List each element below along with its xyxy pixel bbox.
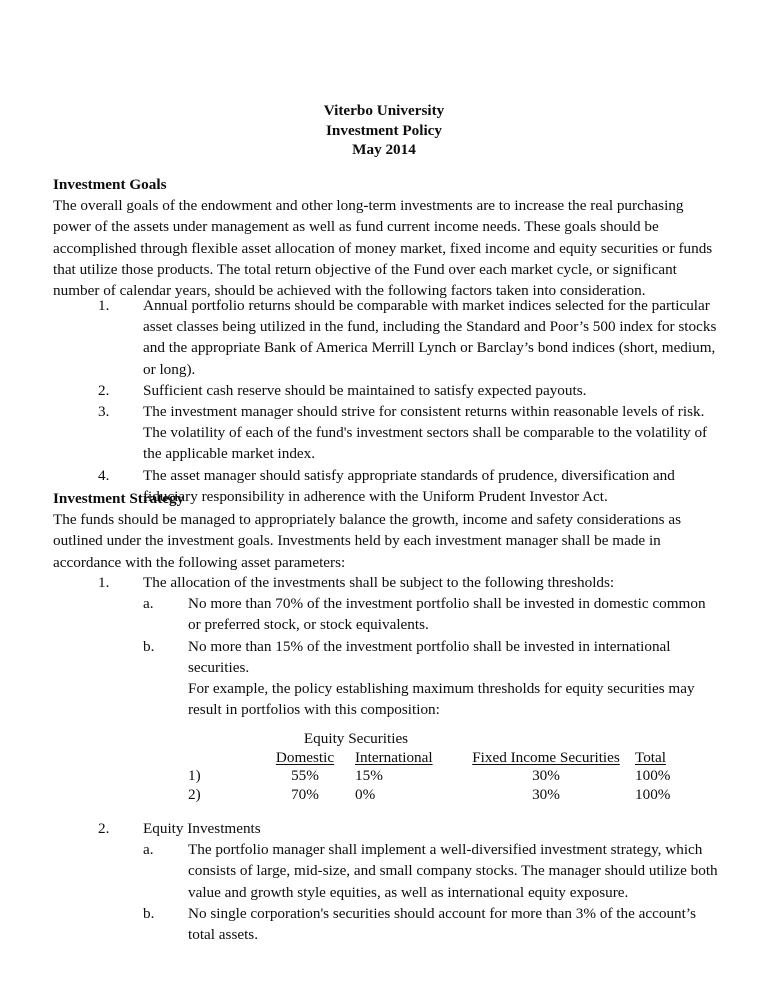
list-item-text: The asset manager should satisfy appropriate standards of prudence, diversification and fiduciary responsibility in adherence with the Uniform Prudent Investor Act. bbox=[143, 466, 675, 505]
list-item bbox=[98, 401, 718, 465]
list-item-marker: 2. bbox=[98, 820, 110, 837]
list-item-text: Equity Investments bbox=[143, 820, 261, 837]
sub-list-item bbox=[143, 903, 718, 945]
table-row-label: 2) bbox=[188, 785, 201, 803]
table-cell-total: 100% bbox=[635, 785, 671, 803]
table-row bbox=[188, 767, 715, 786]
table-empty-cell bbox=[188, 749, 255, 768]
investment-strategy-intro: The funds should be managed to appropriately balance the growth, income and safety considerations as outlined under the investment goals. Investments held by each investment manager shall be made in accordance with the following asset parameters: bbox=[53, 511, 681, 571]
table-header-total bbox=[635, 749, 715, 768]
sub-list-item-marker: a. bbox=[143, 595, 154, 613]
table-cell-fixed-income: 30% bbox=[532, 785, 560, 803]
section-investment-strategy bbox=[53, 488, 718, 573]
title-line-date: May 2014 bbox=[352, 141, 416, 158]
allocation-table bbox=[188, 730, 715, 804]
sub-list-item-marker: a. bbox=[143, 841, 154, 859]
table-header-total-label: Total bbox=[635, 748, 666, 766]
sub-list-item bbox=[143, 593, 718, 635]
list-item-marker: 2. bbox=[98, 381, 110, 399]
sub-list-item-text: No more than 15% of the investment portfolio shall be invested in international securities. bbox=[188, 637, 671, 676]
table-cell-international: 0% bbox=[355, 785, 376, 803]
sub-list-item bbox=[143, 839, 718, 903]
list-item bbox=[98, 380, 718, 401]
table-header-fixed-income bbox=[457, 749, 635, 768]
table-cell-domestic: 55% bbox=[291, 767, 319, 784]
list-item-marker: 3. bbox=[98, 403, 110, 421]
title-line-university: Viterbo University bbox=[323, 102, 445, 119]
allocation-table-wrapper bbox=[188, 730, 715, 804]
sub-list-item-text: No more than 70% of the investment portfolio shall be invested in domestic common or preferred stock, or stock equivalents. bbox=[188, 595, 706, 634]
sub-list-item-marker: b. bbox=[143, 904, 155, 922]
table-cell-fixed-income: 30% bbox=[532, 767, 560, 784]
table-header-domestic-label: Domestic bbox=[275, 748, 335, 766]
example-note-text: For example, the policy establishing maximum thresholds for equity securities may result in portfolios with this composition: bbox=[188, 680, 695, 719]
list-item bbox=[98, 818, 718, 839]
table-group-header-row bbox=[188, 730, 715, 749]
table-header-international-label: International bbox=[355, 748, 433, 766]
sub-list-item-text: No single corporation's securities should account for more than 3% of the account’s total assets. bbox=[188, 904, 697, 944]
table-row-label: 1) bbox=[188, 767, 201, 784]
table-group-header-equity: Equity Securities bbox=[303, 730, 409, 747]
table-cell-international: 15% bbox=[355, 767, 383, 784]
table-header-fixed-income-label: Fixed Income Securities bbox=[472, 748, 620, 766]
sub-list-item bbox=[143, 636, 718, 678]
table-header-row bbox=[188, 749, 715, 768]
strategy-item-2 bbox=[98, 818, 718, 945]
title-line-policy: Investment Policy bbox=[326, 121, 442, 139]
table-empty-cell bbox=[457, 730, 635, 749]
sub-list-item-text: The portfolio manager shall implement a well-diversified investment strategy, which consists of large, mid-size, and small company stocks. The manager should utilize both value and growth style equities, as well as international equity exposure. bbox=[188, 841, 718, 901]
investment-strategy-heading: Investment Strategy bbox=[53, 490, 185, 507]
list-item bbox=[98, 295, 718, 380]
sub-list-item-marker: b. bbox=[143, 637, 155, 655]
investment-goals-intro: The overall goals of the endowment and other long-term investments are to increase the real purchasing power of the assets under management as well as fund current income needs. These goals should be accomplished through flexible asset allocation of money market, fixed income and equity securities or funds that utilize those products. The total return objective of the Fund over each market cycle, or significant number of calendar years, should be achieved with the following factors taken into consideration. bbox=[53, 197, 713, 300]
table-row bbox=[188, 786, 715, 805]
table-empty-cell bbox=[188, 730, 255, 749]
investment-goals-heading: Investment Goals bbox=[53, 176, 167, 193]
investment-goals-list bbox=[98, 295, 718, 507]
table-header-international bbox=[355, 749, 457, 768]
list-item-text: The investment manager should strive for consistent returns within reasonable levels of risk. The volatility of each of the fund's investment sectors shall be comparable to the volatility of the applicable market index. bbox=[143, 403, 708, 463]
table-cell-total: 100% bbox=[635, 767, 671, 784]
list-item-marker: 1. bbox=[98, 297, 110, 314]
list-item bbox=[98, 572, 718, 593]
list-item-text: Annual portfolio returns should be comparable with market indices selected for the particular asset classes being utilized in the fund, including the Standard and Poor’s 500 index for stocks and the appropriate Bank of America Merrill Lynch or Barclay’s bond indices (short, medium, or long). bbox=[143, 297, 717, 378]
list-item-text: Sufficient cash reserve should be maintained to satisfy expected payouts. bbox=[143, 381, 587, 399]
table-empty-cell bbox=[635, 730, 715, 749]
table-header-domestic bbox=[255, 749, 355, 768]
list-item-text: The allocation of the investments shall be subject to the following thresholds: bbox=[143, 574, 615, 591]
document-title-block bbox=[0, 101, 768, 160]
strategy-item-1 bbox=[98, 572, 718, 678]
section-investment-goals bbox=[53, 174, 718, 301]
list-item-marker: 1. bbox=[98, 574, 110, 591]
table-cell-domestic: 70% bbox=[291, 785, 319, 803]
list-item-marker: 4. bbox=[98, 466, 110, 484]
strategy-item-1-sublist bbox=[98, 593, 718, 678]
strategy-item-2-sublist bbox=[98, 839, 718, 945]
example-note bbox=[188, 678, 703, 720]
